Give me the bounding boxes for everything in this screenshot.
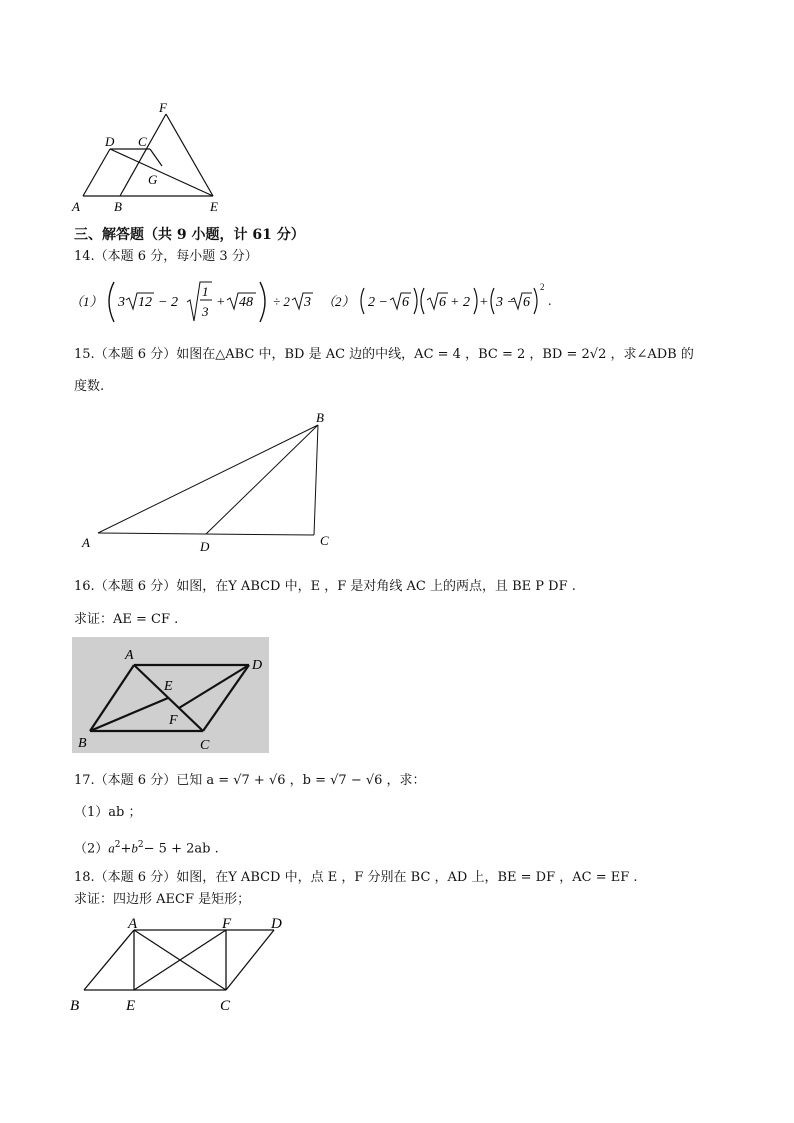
q14-e1-b: 12 <box>138 295 152 310</box>
seg-B-C <box>314 425 318 535</box>
label-D: D <box>200 539 210 554</box>
label-A: A <box>128 918 138 932</box>
q14-e2-power: 2 <box>540 282 545 292</box>
seg-C-G <box>150 149 162 166</box>
seg-B-D <box>206 425 318 534</box>
q17-var-a: a <box>108 840 115 856</box>
q16-line2: 求证：AE = CF . <box>74 612 179 627</box>
q17-sup-b: 2 <box>137 840 144 850</box>
seg-B-A <box>84 930 134 990</box>
label-C: C <box>220 998 231 1014</box>
q18-line2: 求证：四边形 AECF 是矩形； <box>74 892 251 907</box>
q17-part2-label: （2） <box>74 841 109 857</box>
q14-part1-label: （1） <box>70 294 103 309</box>
q15-line2: 度数. <box>74 379 105 394</box>
label-F: F <box>169 713 178 728</box>
q15-line1: 15.（本题 6 分）如图在△ABC 中，BD 是 AC 边的中线，AC = 4 ，BC = 2 ，BD = 2√2 ，求∠ADB 的 <box>74 347 694 362</box>
q14-e1-f: + <box>216 295 226 310</box>
q14-e1-e: 3 <box>202 304 209 319</box>
q17-var-b: b <box>131 840 138 856</box>
section-title: 三、解答题（共 9 小题，计 61 分） <box>74 227 305 243</box>
q17-part1: （1）ab ； <box>74 805 142 820</box>
seg-D-E <box>110 149 213 196</box>
label-D: D <box>271 918 282 932</box>
paren-right-2 <box>414 288 417 314</box>
q14-e1-i: 3 <box>304 295 311 310</box>
q14-heading: 14.（本题 6 分，每小题 3 分） <box>74 249 258 264</box>
paren-left-2 <box>361 288 364 314</box>
q14-expression <box>70 276 540 326</box>
q14-part2-label: （2） <box>322 294 355 309</box>
figure-top <box>70 100 230 215</box>
seg-A-B <box>98 425 318 533</box>
label-E: E <box>210 199 218 214</box>
label-E: E <box>126 998 136 1014</box>
q17-rest: − 5 + 2ab . <box>143 841 219 857</box>
figure-q16 <box>72 637 269 753</box>
paren-right-1 <box>260 282 265 322</box>
q14-e2-b: 6 <box>402 295 409 310</box>
label-D: D <box>252 658 263 673</box>
seg-A-D <box>83 149 110 196</box>
q14-e1-h: ÷ 2 <box>273 294 290 309</box>
q14-e2-g: 6 <box>523 295 530 310</box>
q14-e1-a: 3 <box>118 295 125 310</box>
paren-right-4 <box>534 288 537 314</box>
paren-right-3 <box>474 288 477 314</box>
figure-q15 <box>78 405 340 555</box>
label-B: B <box>70 998 80 1014</box>
seg-F-E <box>166 114 213 196</box>
label-C: C <box>200 738 210 753</box>
label-C: C <box>320 533 329 548</box>
q17-line1: 17.（本题 6 分）已知 a = √7 + √6 ，b = √7 − √6 ，求： <box>74 773 426 788</box>
label-C: C <box>138 134 147 149</box>
paren-left-1 <box>109 282 114 322</box>
q14-e1-g: 48 <box>239 295 253 310</box>
seg-B-F <box>120 114 166 196</box>
q16-line1: 16.（本题 6 分）如图，在Y ABCD 中，E ，F 是对角线 AC 上的两点，且 BE P DF . <box>74 579 576 594</box>
label-E: E <box>164 679 173 694</box>
label-A: A <box>125 648 134 663</box>
paren-left-4 <box>491 288 494 314</box>
figure-q18 <box>68 918 298 1016</box>
q14-e2-e: + <box>479 295 489 310</box>
label-B: B <box>78 736 87 751</box>
label-B: B <box>316 410 324 425</box>
label-D: D <box>105 134 115 149</box>
label-A: A <box>72 199 80 214</box>
q14-e2-d: + 2 <box>450 295 470 310</box>
q14-e2-end: . <box>548 294 552 309</box>
label-F: F <box>159 100 167 115</box>
label-B: B <box>114 199 122 214</box>
q14-e2-a: 2 − <box>368 295 388 310</box>
label-G: G <box>148 172 158 187</box>
q14-e2-c: 6 <box>439 295 446 310</box>
q17-part2 <box>74 836 219 858</box>
q14-e1-d: 1 <box>202 284 209 299</box>
q17-sup-a: 2 <box>114 840 121 850</box>
q18-line1: 18.（本题 6 分）如图，在Y ABCD 中，点 E ，F 分别在 BC ，AD 上，BE = DF ，AC = EF . <box>74 870 638 885</box>
q14-e2-f: 3 − <box>496 295 516 310</box>
label-F: F <box>222 918 232 932</box>
seg-D-C <box>226 930 274 990</box>
figure-q16-background <box>72 637 269 753</box>
q14-e1-c: − 2 <box>158 295 178 310</box>
paren-left-3 <box>421 288 424 314</box>
label-A: A <box>82 535 90 550</box>
q17-plus: + <box>120 841 132 857</box>
